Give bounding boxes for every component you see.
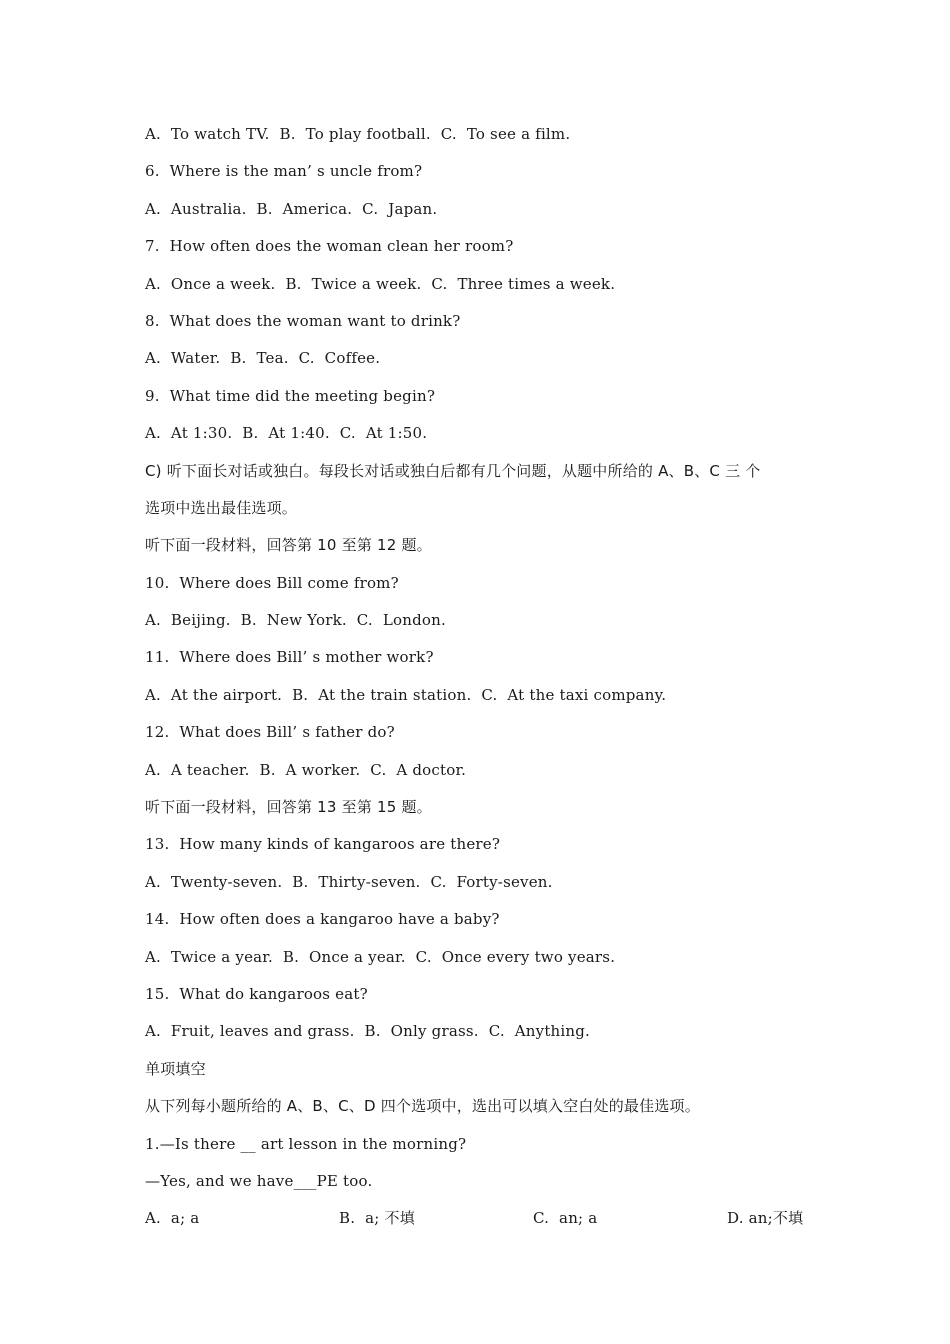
q12-question: 12. What does Bill’ s father do? (145, 723, 395, 742)
q10-options: A. Beijing. B. New York. C. London. (145, 611, 446, 630)
q6-options: A. Australia. B. America. C. Japan. (145, 199, 438, 218)
q12-options: A. A teacher. B. A worker. C. A doctor. (145, 760, 467, 779)
q8-options: A. Water. B. Tea. C. Coffee. (145, 349, 381, 368)
q9-options: A. At 1:30. B. At 1:40. C. At 1:50. (145, 424, 428, 443)
q13-question: 13. How many kinds of kangaroos are there? (145, 835, 501, 854)
q15-question: 15. What do kangaroos eat? (145, 984, 368, 1003)
q14-question: 14. How often does a kangaroo have a baby? (145, 910, 500, 929)
q11-options: A. At the airport. B. At the train station. C. At the taxi company. (145, 685, 667, 704)
q6-question: 6. Where is the man’ s uncle from? (145, 162, 423, 181)
q9-question: 9. What time did the meeting begin? (145, 386, 436, 405)
q5-options: A. To watch TV. B. To play football. C. To see a film. (145, 125, 571, 143)
section-heading-single-choice: 单项填空 (145, 1059, 206, 1078)
option-b: B. a; 不填 (339, 1209, 415, 1228)
option-d: D. an;不填 (727, 1209, 804, 1228)
single-choice-instruction: 从下列每小题所给的 A、B、C、D 四个选项中，选出可以填入空白处的最佳选项。 (145, 1097, 700, 1116)
q15-options: A. Fruit, leaves and grass. B. Only grass. C. Anything. (145, 1022, 591, 1041)
grammar-q1-options (145, 1200, 825, 1237)
q10-question: 10. Where does Bill come from? (145, 573, 399, 592)
section-c-instruction: C) 听下面长对话或独白。每段长对话或独白后都有几个问题，从题中所给的 A、B、C 三 个 (145, 461, 761, 480)
material-13-15-heading: 听下面一段材料，回答第 13 至第 15 题。 (145, 798, 432, 817)
q14-options: A. Twice a year. B. Once a year. C. Once every two years. (145, 947, 616, 966)
option-c: C. an; a (533, 1209, 598, 1228)
q7-question: 7. How often does the woman clean her room? (145, 237, 514, 256)
q7-options: A. Once a week. B. Twice a week. C. Three times a week. (145, 274, 616, 293)
option-a: A. a; a (145, 1209, 200, 1228)
section-c-instruction-cont: 选项中选出最佳选项。 (145, 498, 298, 517)
document-page (145, 116, 825, 1238)
grammar-q1-question: 1.—Is there __ art lesson in the morning? (145, 1134, 467, 1153)
q13-options: A. Twenty-seven. B. Thirty-seven. C. Forty-seven. (145, 872, 553, 891)
q11-question: 11. Where does Bill’ s mother work? (145, 648, 434, 667)
material-10-12-heading: 听下面一段材料，回答第 10 至第 12 题。 (145, 536, 432, 555)
q8-question: 8. What does the woman want to drink? (145, 311, 461, 330)
grammar-q1-response: —Yes, and we have___PE too. (145, 1171, 373, 1190)
